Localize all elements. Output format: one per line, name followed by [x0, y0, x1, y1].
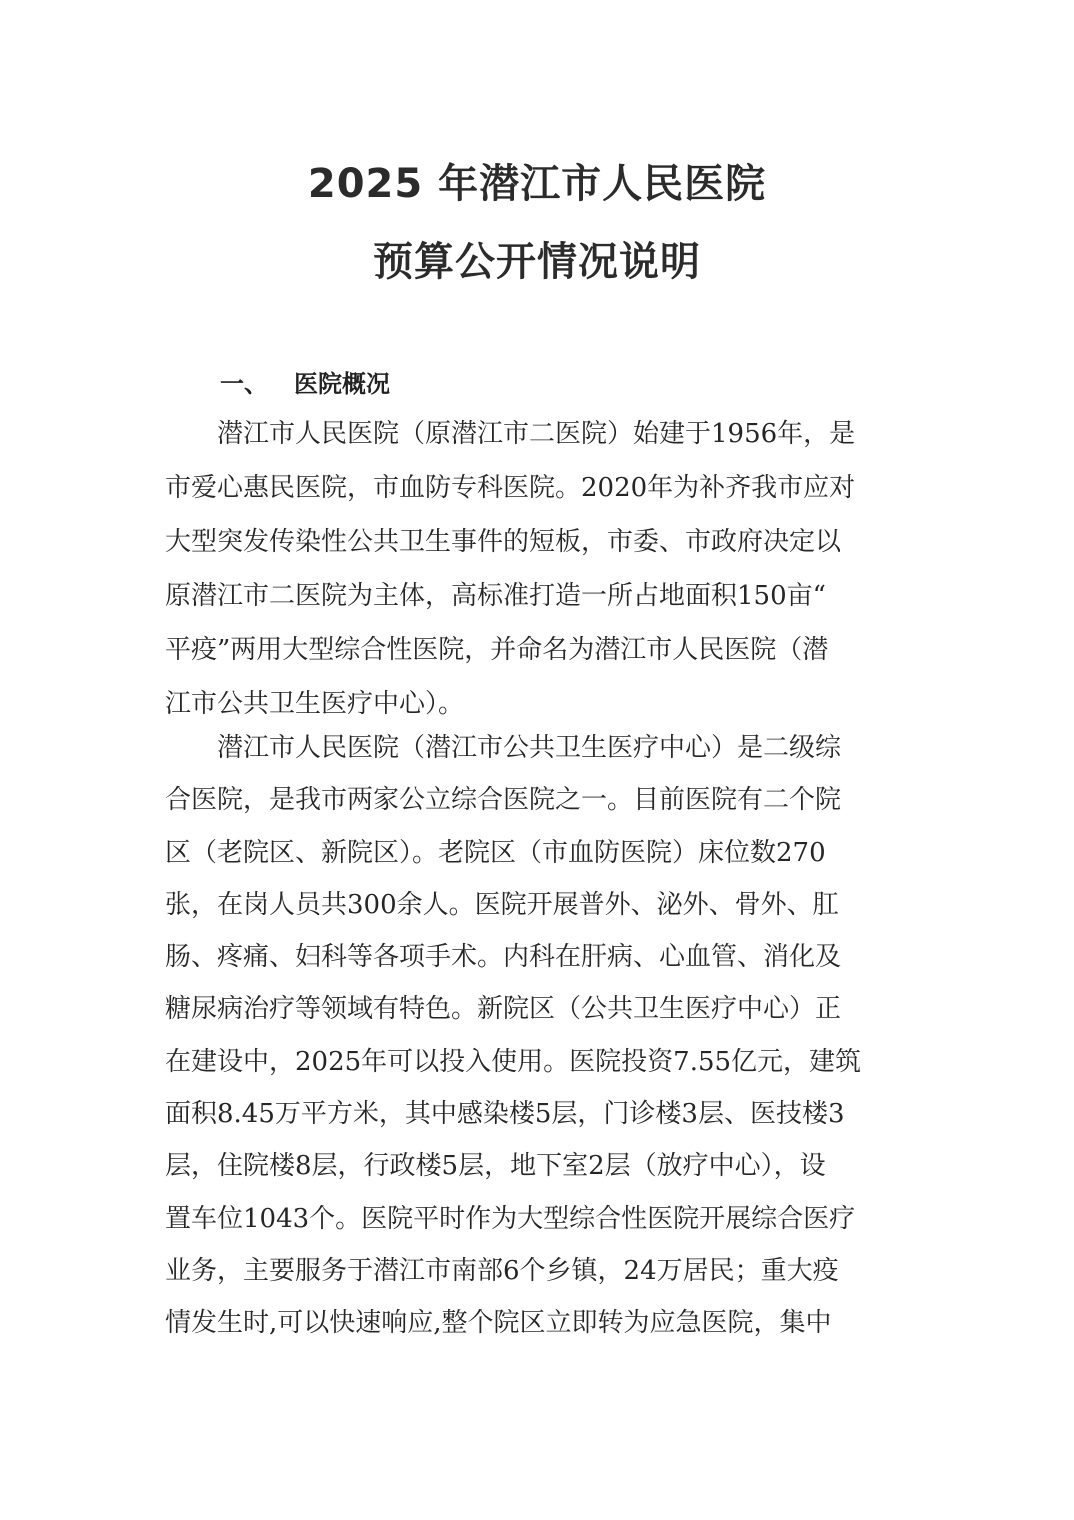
paragraph-line: 江市公共卫生医疗中心）。: [165, 689, 465, 719]
paragraph-line: 情发生时,可以快速响应,整个院区立即转为应急医院，集中: [165, 1308, 832, 1339]
paragraph-line: 区（老院区、新院区）。老院区（市血防医院）床位数270: [165, 837, 826, 868]
document-title-line-2: 预算公开情况说明: [373, 239, 701, 285]
paragraph-line: 市爱心惠民医院，市血防专科医院。2020年为补齐我市应对: [165, 473, 856, 503]
paragraph-line: 面积8.45万平方米，其中感染楼5层，门诊楼3层、医技楼3: [165, 1099, 845, 1130]
section-title: 医院概况: [294, 370, 390, 398]
paragraph-line: 潜江市人民医院（潜江市公共卫生医疗中心）是二级综: [165, 733, 842, 763]
paragraph-line: 肠、疼痛、妇科等各项手术。内科在肝病、心血管、消化及: [165, 942, 842, 973]
paragraph-line: 合医院，是我市两家公立综合医院之一。目前医院有二个院: [165, 785, 842, 816]
paragraph-line: 大型突发传染性公共卫生事件的短板，市委、市政府决定以: [165, 527, 842, 557]
paragraph-line: 潜江市人民医院（原潜江市二医院）始建于1956年，是: [165, 419, 856, 449]
paragraph-line: 原潜江市二医院为主体，高标准打造一所占地面积150亩“: [165, 581, 826, 611]
section-heading: [220, 364, 390, 404]
paragraph-1: [165, 407, 915, 731]
document-title-line-1: 2025 年潜江市人民医院: [307, 161, 767, 207]
paragraph-2: [165, 722, 915, 1350]
paragraph-line: 糖尿病治疗等领域有特色。新院区（公共卫生医疗中心）正: [165, 994, 842, 1025]
paragraph-line: 置车位1043个。医院平时作为大型综合性医院开展综合医疗: [165, 1203, 856, 1234]
section-number: 一、: [220, 370, 268, 398]
paragraph-line: 平疫”两用大型综合性医院，并命名为潜江市人民医院（潜: [165, 635, 829, 665]
paragraph-line: 业务，主要服务于潜江市南部6个乡镇，24万居民；重大疫: [165, 1255, 839, 1286]
paragraph-line: 层，住院楼8层，行政楼5层，地下室2层（放疗中心），设: [165, 1151, 826, 1182]
paragraph-line: 张，在岗人员共300余人。医院开展普外、泌外、骨外、肛: [165, 889, 839, 920]
paragraph-line: 在建设中，2025年可以投入使用。医院投资7.55亿元，建筑: [165, 1046, 862, 1077]
